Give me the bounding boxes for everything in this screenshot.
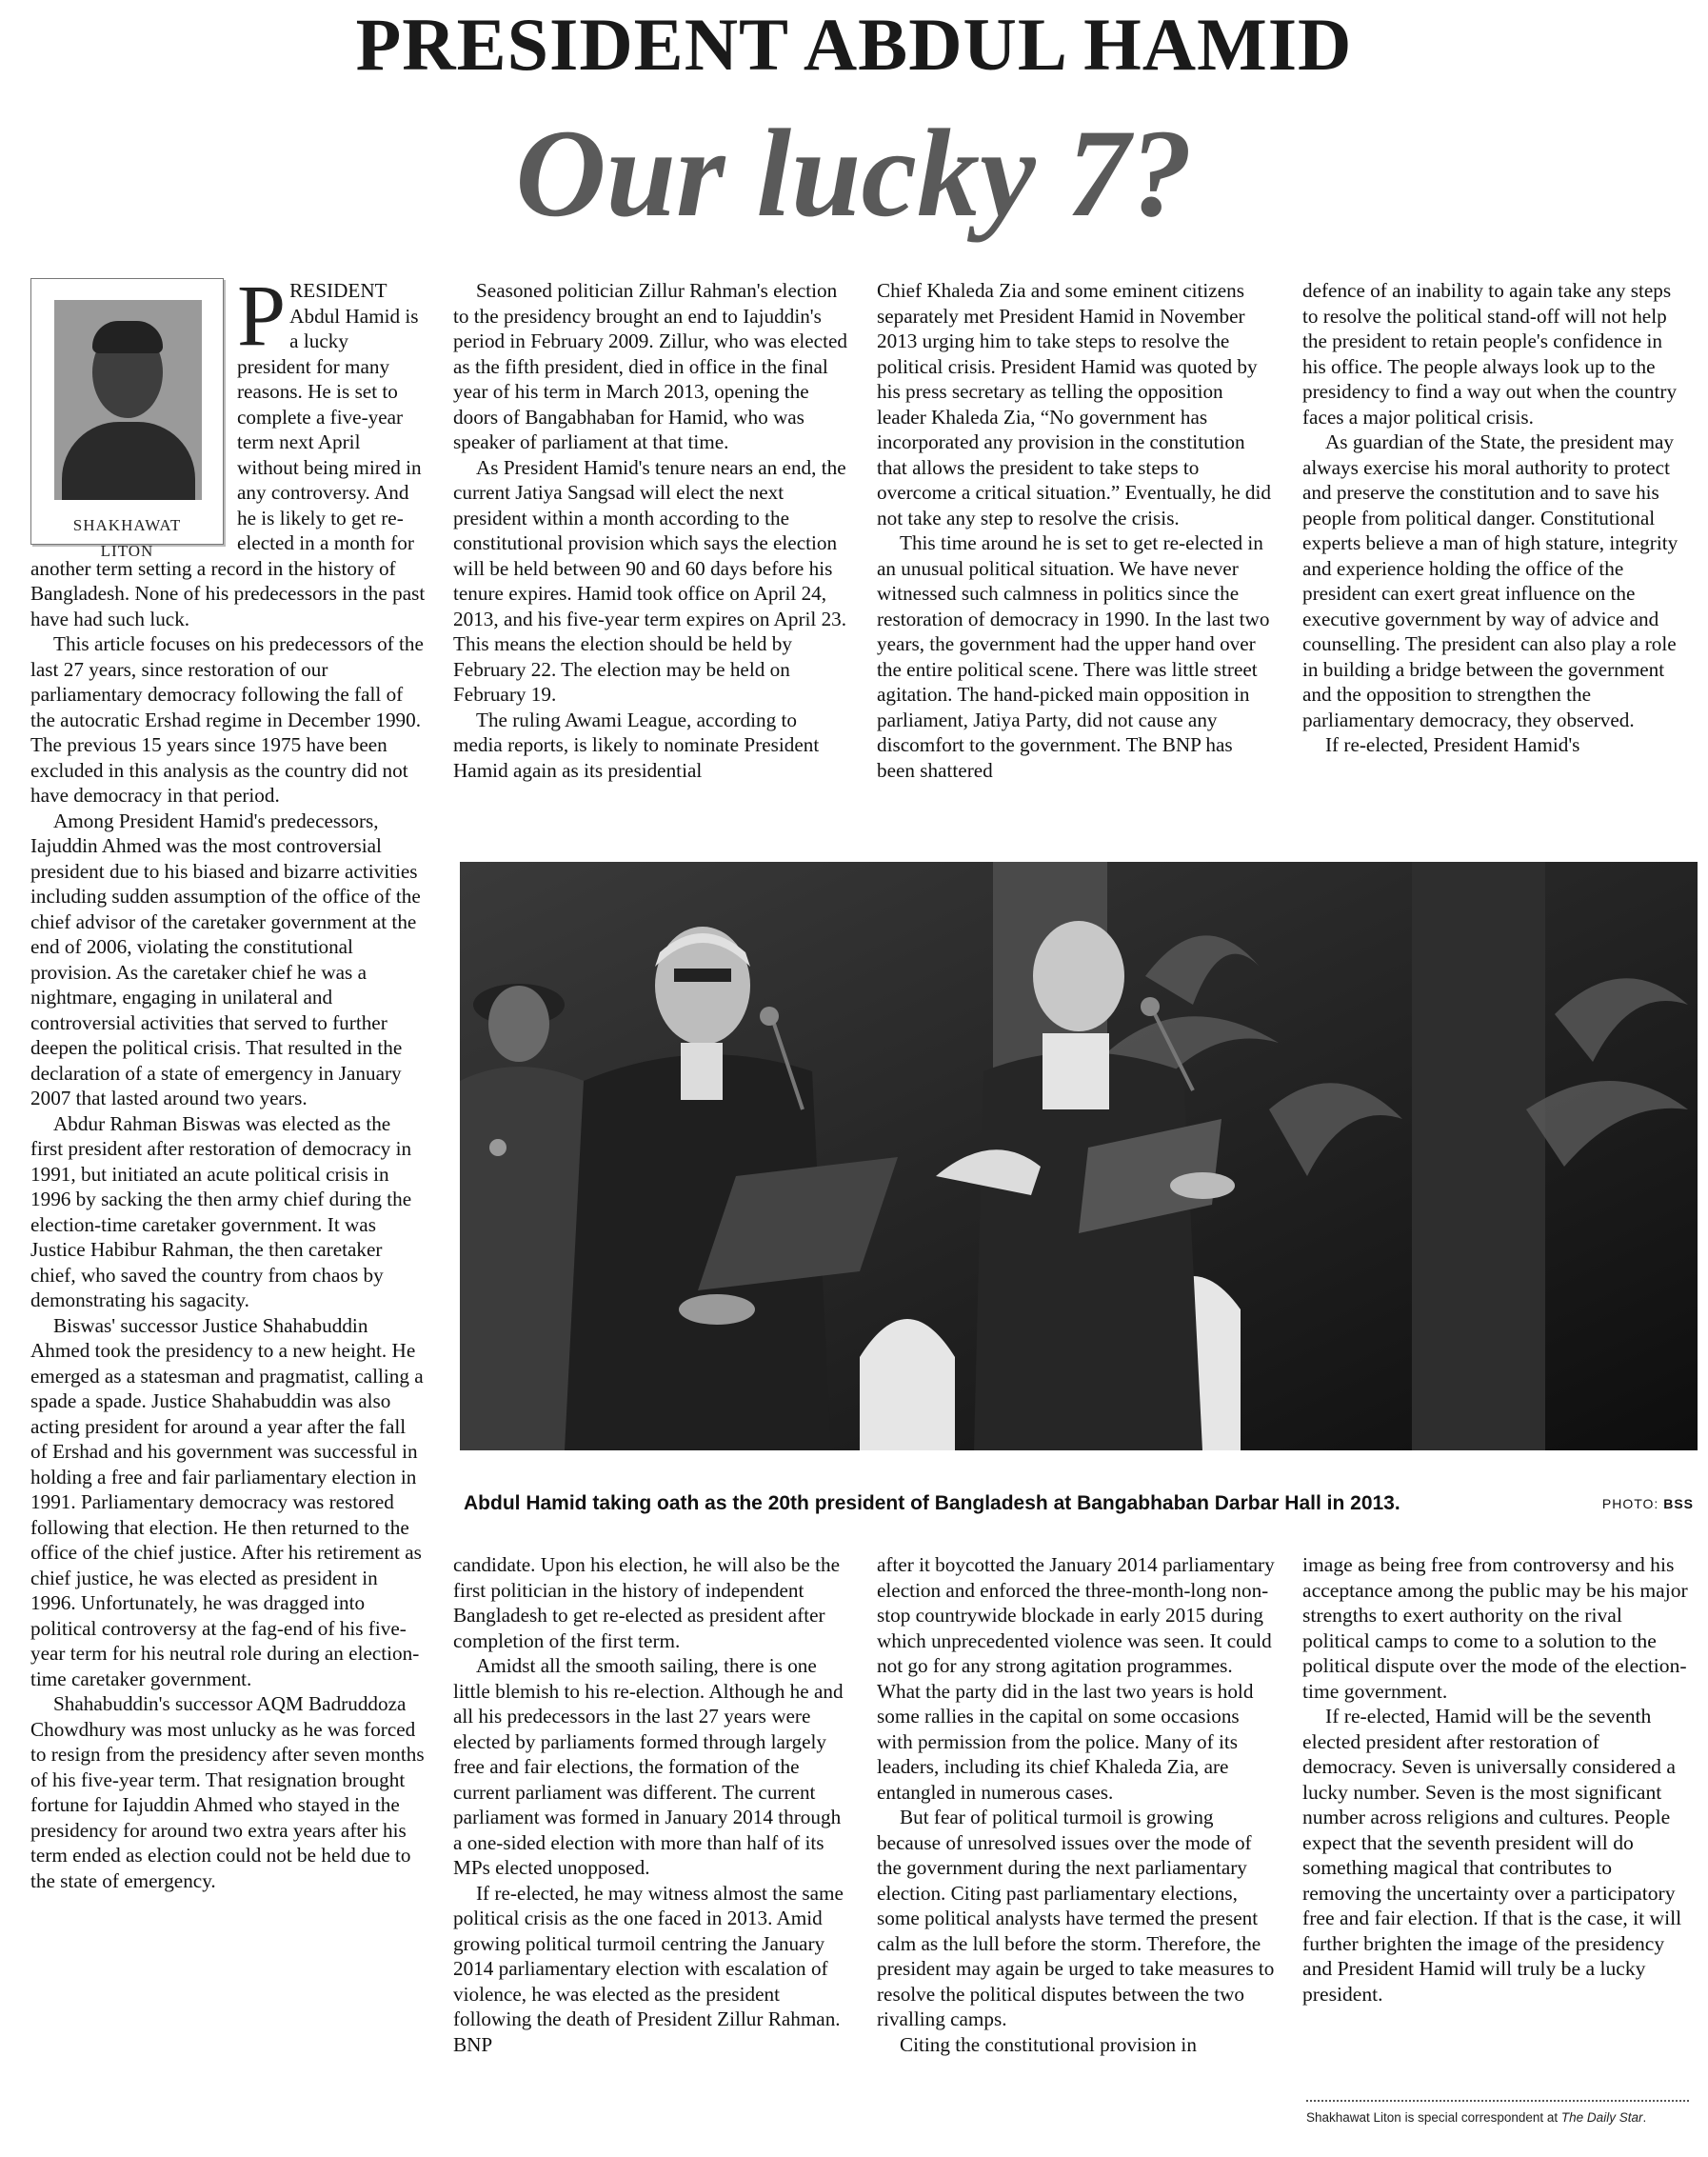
photo-credit [1602,1496,1694,1511]
endnote-text: Shakhawat Liton is special correspondent at [1306,2110,1561,2125]
paragraph: RESIDENT Abdul Hamid is a lucky president for many reasons. He is set to complete a five-year term next April without being mired in any controversy. And he is likely to get re-elected in a month for another term setting a record in the history of Bangladesh. None of his predecessors in the past have had such luck. [30,279,426,630]
column-1 [30,267,427,1893]
paragraph: Among President Hamid's predecessors, Iajuddin Ahmed was the most controversial president due to his biased and bizarre activities including sudden assumption of the office of the chief advisor of the caretaker government at the end of 2006, violating the constitutional provision. As the caretaker chief he was a nightmare, engaging in unilateral and controversial activities that served to further deepen the political crisis. That resulted in the declaration of a state of emergency in January 2007 that lasted around two years. [30,809,421,1109]
byline-box [30,278,224,560]
dropcap: P [237,267,287,364]
paragraph: after it boycotted the January 2014 parliamentary election and enforced the three-month-long non-stop countrywide blockade in early 2015 during which unprecedented violence was seen. It could not go for any strong agitation programmes. What the party did in the last two years is hold some rallies in the capital on some occasions with permission from the police. Many of its leaders, including its chief Khaleda Zia, are entangled in numerous cases. [877,1553,1275,1804]
column-4-bottom [1302,1552,1689,2007]
headline: Our lucky 7? [515,103,1193,243]
byline-name: SHAKHAWAT LITON [72,516,182,560]
photo-credit-label: PHOTO: [1601,1496,1659,1511]
column-3-top [877,278,1275,783]
paragraph: candidate. Upon his election, he will also be the first politician in the history of independent Bangladesh to get re-elected as president after completion of the first term. [453,1553,840,1652]
endnote-publication: The Daily Star [1560,2110,1643,2125]
paragraph: As President Hamid's tenure nears an end, the current Jatiya Sangsad will elect the next president within a month according to the constitutional provision which says the election will be held between 90 and 60 days before his tenure expires. Hamid took office on April 24, 2013, and his five-year term expires on April 23. This means the election should be held by February 22. The election may be held on February 19. [453,455,847,706]
paragraph: Chief Khaleda Zia and some eminent citizens separately met President Hamid in November 2013 urging him to take steps to resolve the political crisis. President Hamid was quoted by his press secretary as telling the opposition leader Khaleda Zia, “No government has incorporated any provision in the constitution that allows the president to take steps to overcome a critical situation.” Eventually, he did not take any step to resolve the crisis. [877,279,1271,529]
paragraph: Shahabuddin's successor AQM Badruddoza Chowdhury was most unlucky as he was forced to resign from the presidency after seven months of his five-year term. That resignation brought fortune for Iajuddin Ahmed who stayed in the presidency for around two extra years after his term ended as election could not be held due to the state of emergency. [30,1692,425,1892]
paragraph: But fear of political turmoil is growing because of unresolved issues over the mode of the government during the next parliamentary election. Citing past parliamentary elections, some political analysts have termed the present calm as the lull before the storm. Therefore, the president may again be urged to take measures to resolve the political disputes between the two rivalling camps. [877,1806,1275,2030]
paragraph: This article focuses on his predecessors of the last 27 years, since restoration of our parliamentary democracy following the fall of the autocratic Ershad regime in December 1990. The previous 15 years since 1975 have been excluded in this analysis as the country did not have democracy in that period. [30,632,424,807]
endnote-tail: . [1642,2110,1647,2125]
paragraph: image as being free from controversy and his acceptance among the public may be his major strengths to exert authority on the rival political camps to come to a solution to the political dispute over the mode of the election-time government. [1302,1553,1688,1703]
paragraph: If re-elected, Hamid will be the seventh elected president after restoration of democracy. Seven is universally considered a lucky number. Seven is the most significant number across religions and cultures. People expect that the seventh president will do something magical that contributes to removing the uncertainty over a participatory free and fair election. If that is the case, it will further brighten the image of the presidency and President Hamid will truly be a lucky president. [1302,1705,1682,2006]
author-photo [54,300,202,500]
paragraph: If re-elected, President Hamid's [1325,733,1580,756]
paragraph: Biswas' successor Justice Shahabuddin Ahmed took the presidency to a new height. He emerged as a statesman and pragmatist, calling a spade a spade. Justice Shahabuddin was also acting president for around a year after the fall of Ershad and his government was successful in holding a free and fair parliamentary election in 1991. Parliamentary democracy was restored following that election. He then returned to the office of the chief justice. After his retirement as chief justice, he was elected as president in 1996. Unfortunately, he was dragged into political controversy at the fag-end of his five-year term for his neutral role during an election-time caretaker government. [30,1313,424,1690]
oath-photo [460,862,1698,1450]
paragraph: This time around he is set to get re-elected in an unusual political situation. We have never witnessed such calmness in politics since the restoration of democracy in 1990. In the last two years, the government had the upper hand over the entire political scene. There was little street agitation. The hand-picked main opposition in parliament, Jatiya Party, did not cause any discomfort to the government. The BNP has been shattered [877,531,1270,782]
paragraph: As guardian of the State, the president may always exercise his moral authority to protect and preserve the constitution and to save his people from political danger. Constitutional experts believe a man of high stature, integrity and experience holding the office of the president can exert great influence on the executive government by way of advice and counselling. The president can also play a role in building a bridge between the government and the opposition to strengthen the parliamentary democracy, they observed. [1302,430,1678,731]
author-endnote [1306,2100,1689,2126]
oath-photo-illustration [460,862,1698,1450]
paragraph: The ruling Awami League, according to media reports, is likely to nominate President Hamid again as its presidential [453,708,820,782]
paragraph: Abdur Rahman Biswas was elected as the first president after restoration of democracy in 1991, but initiated an acute political crisis in 1996 by sacking the then army chief during the election-time caretaker government. It was Justice Habibur Rahman, the then caretaker chief, who saved the country from chaos by demonstrating his sagacity. [30,1111,412,1311]
photo-credit-source: BSS [1663,1496,1694,1511]
paragraph: defence of an inability to again take any steps to resolve the political stand-off will not help the president to retain people's confidence in his office. The people always look up to the presidency to find a way out when the country faces a major political crisis. [1302,279,1678,429]
photo-caption: Abdul Hamid taking oath as the 20th president of Bangladesh at Bangabhaban Darbar Hall in 2013. [464,1492,1400,1514]
column-4-top [1302,278,1689,758]
photo-caption-row [460,1492,1698,1523]
paragraph: If re-elected, he may witness almost the same political crisis as the one faced in 2013. Amid growing political turmoil centring the January 2014 parliamentary election with escalation of violence, he was elected as the president following the death of President Zillur Rahman. BNP [453,1881,844,2056]
kicker: PRESIDENT ABDUL HAMID [355,3,1353,86]
paragraph: Citing the constitutional provision in [900,2032,1197,2056]
column-2-top [453,278,849,783]
paragraph: Amidst all the smooth sailing, there is one little blemish to his re-election. Although he and all his predecessors in the last 27 years were elected by parliaments formed through largely free and fair elections, the formation of the current parliament was different. The current parliament was formed in January 2014 through a one-sided election with more than half of its MPs elected unopposed. [453,1654,844,1879]
column-2-bottom [453,1552,849,2057]
paragraph: Seasoned politician Zillur Rahman's election to the presidency brought an end to Iajuddin's period in February 2009. Zillur, who was elected as the fifth president, died in office in the final year of his term in March 2013, opening the doors of Bangabhaban for Hamid, who was speaker of parliament at that time. [453,279,847,453]
column-3-bottom [877,1552,1275,2057]
